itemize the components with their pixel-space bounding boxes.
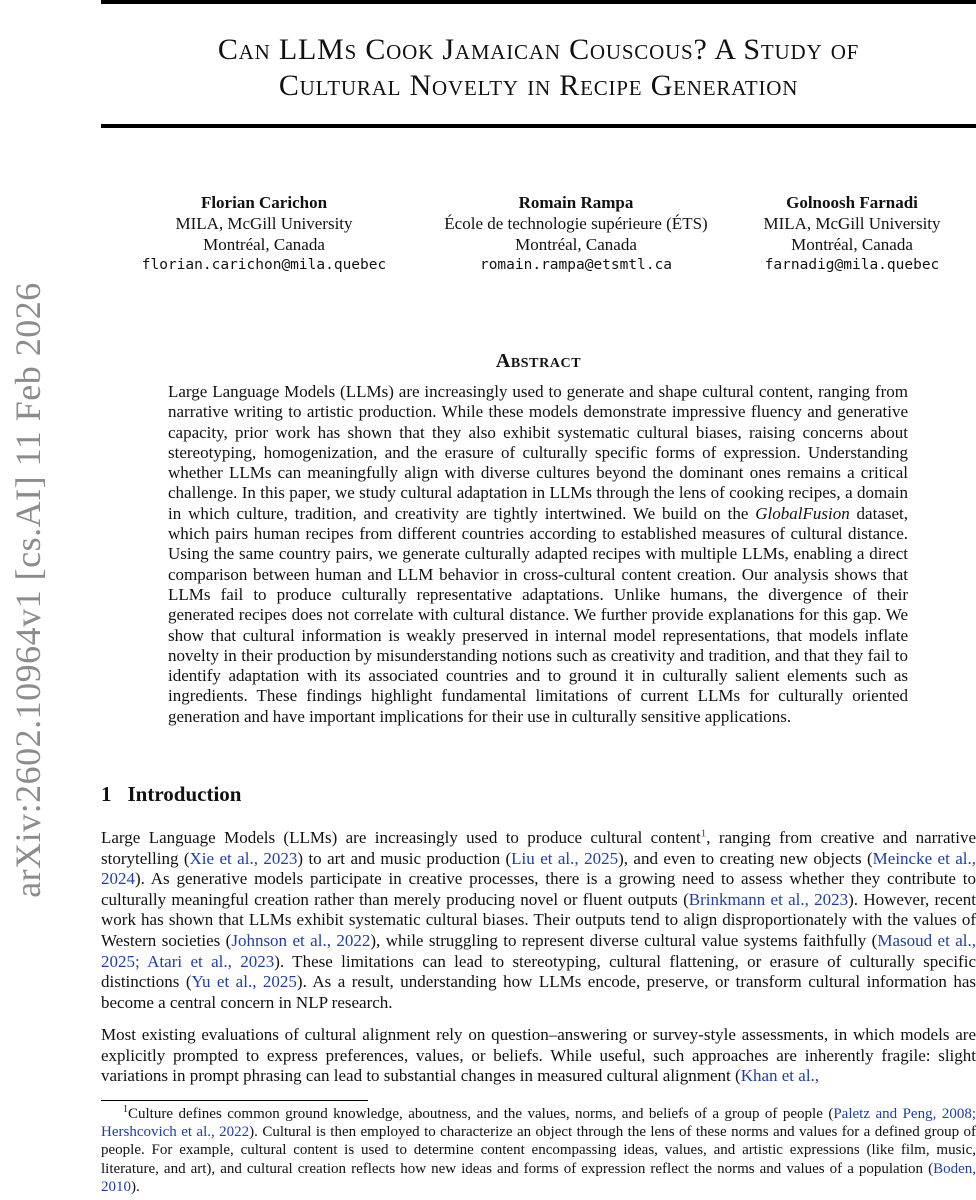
abstract-body [168, 382, 908, 727]
author-email[interactable]: florian.carichon@mila.quebec [141, 257, 387, 273]
body-text: ), while struggling to represent diverse cultural value systems faithfully ( [370, 930, 878, 950]
abstract-heading: Abstract [495, 350, 582, 372]
body-text: ). As generative models participate in creative processes, there is a growing need to assess whether they contribute to culturally meaningful creation rather than merely producing novel or fluent outputs ( [101, 869, 976, 909]
body-text: Large Language Models (LLMs) are increasingly used to produce cultural content [101, 828, 701, 847]
footnote-text: ). Cultural is then employed to characterize an object through the lens of these norms and values for a defined group of people. For example, cultural content is used to determine content encompassing ideas, values, and artistic expressions (like film, music, literature, and art), and cultural creation reflects how new ideas and forms of expression reflect the norms and values of a population ( [101, 1124, 976, 1177]
section-heading-introduction [101, 782, 241, 807]
citation-link[interactable]: Meincke et al., 2024 [101, 848, 976, 889]
body-text: Most existing evaluations of cultural alignment rely on question–answering or survey-style assessments, in which models are explicitly prompted to express preferences, values, or beliefs. While useful, such approaches are inherently fragile: slight variations in prompt phrasing can lead to substantial changes in measured cultural alignment ( [101, 1025, 976, 1086]
author-affiliation: MILA, McGill University [175, 214, 353, 233]
author-location: Montréal, Canada [791, 235, 913, 254]
footnote-marker[interactable]: 1 [700, 827, 707, 840]
abstract-text-1: Large Language Models (LLMs) are increasingly used to generate and shape cultural content, ranging from narrative writing to artistic production. While these models demonstrate impressive fluency and generative capacity, prior work has shown that they also exhibit systematic cultural biases, raising concerns about stereotyping, homogenization, and the erasure of culturally specific forms of expression. Understanding whether LLMs can meaningfully align with diverse cultures beyond the dominant ones remains a critical challenge. In this paper, we study cultural adaptation in LLMs through the lens of cooking recipes, a domain in which culture, tradition, and creativity are tightly intertwined. We build on the [168, 382, 908, 523]
author-location: Montréal, Canada [515, 235, 637, 254]
title-line-2: Cultural Novelty in Recipe Generation [278, 69, 799, 102]
citation-link[interactable]: Brinkmann et al., 2023 [688, 889, 849, 909]
footnote [101, 1105, 976, 1196]
author-block-2 [418, 192, 734, 276]
citation-link[interactable]: Masoud et al., 2025; Atari et al., 2023 [101, 930, 976, 971]
author-affiliation: École de technologie supérieure (ÉTS) [444, 214, 708, 233]
author-location: Montréal, Canada [203, 235, 325, 254]
section-number: 1 [101, 782, 112, 806]
paper-title [101, 32, 976, 104]
citation-link[interactable]: Paletz and Peng, 2008; Hershcovich et al., 2022 [101, 1106, 976, 1141]
author-email[interactable]: romain.rampa@etsmtl.ca [479, 257, 673, 273]
section-title: Introduction [127, 782, 242, 806]
body-text: ). These limitations can lead to stereotyping, cultural flattening, or erasure of culturally specific distinctions ( [101, 951, 976, 992]
dataset-name: GlobalFusion [755, 503, 850, 523]
arxiv-id-text: arXiv:2602.10964v1 [cs.AI] 11 Feb 2026 [8, 282, 48, 898]
body-text: ) to art and music production ( [297, 848, 512, 868]
body-text: ), and even to creating new objects ( [618, 848, 873, 868]
title-rule-top [101, 0, 976, 4]
intro-paragraph-2 [101, 1025, 976, 1087]
author-name: Romain Rampa [518, 193, 634, 212]
citation-link[interactable]: Liu et al., 2025 [511, 848, 619, 868]
citation-link[interactable]: Boden, 2010 [101, 1160, 976, 1195]
author-block-3 [742, 192, 962, 276]
citation-link[interactable]: Khan et al., [740, 1066, 820, 1086]
body-text: ). As a result, understanding how LLMs encode, preserve, or transform cultural information has become a central concern in NLP research. [101, 972, 976, 1012]
author-name: Florian Carichon [200, 193, 328, 212]
footnote-text: ). [131, 1178, 140, 1195]
author-name: Golnoosh Farnadi [786, 193, 918, 212]
citation-link[interactable]: Johnson et al., 2022 [231, 930, 371, 950]
title-line-1: Can LLMs Cook Jamaican Couscous? A Study of [217, 33, 860, 66]
arxiv-identifier-stamp [8, 270, 48, 910]
author-affiliation: MILA, McGill University [763, 214, 941, 233]
abstract-text-2: dataset, which pairs human recipes from different countries according to established measures of cultural distance. Using the same country pairs, we generate culturally adapted recipes with multiple LLMs, enabling a direct comparison between human and LLM behavior in cross-cultural content creation. Our analysis shows that LLMs fail to produce culturally representative adaptations. Unlike humans, the divergence of their generated recipes does not correlate with cultural distance. We further provide explanations for this gap. We show that cultural information is weakly preserved in internal model representations, that models inflate novelty in their production by misunderstanding notions such as creativity and tradition, and that they fail to identify adaptation with its associated countries and to ground it in culturally salient elements such as ingredients. These findings highlight fundamental limitations of current LLMs for culturally oriented generation and have important implications for their use in culturally sensitive applications. [168, 503, 908, 726]
body-text: ). However, recent work has shown that LLMs exhibit systematic cultural biases. Their outputs tend to align disproportionately with the values of Western societies ( [101, 889, 976, 950]
author-email[interactable]: farnadig@mila.quebec [764, 257, 940, 273]
body-text: , ranging from creative and narrative storytelling ( [101, 828, 976, 868]
citation-link[interactable]: Yu et al., 2025 [191, 972, 297, 992]
footnote-rule [101, 1100, 368, 1101]
citation-link[interactable]: Xie et al., 2023 [189, 848, 298, 868]
footnote-text: Culture defines common ground knowledge, aboutness, and the values, norms, and beliefs of a group of people ( [128, 1106, 834, 1122]
footnote-number: 1 [123, 1104, 128, 1115]
intro-paragraph-1 [101, 828, 976, 1013]
author-block-1 [120, 192, 408, 276]
title-rule-bottom [101, 124, 976, 128]
